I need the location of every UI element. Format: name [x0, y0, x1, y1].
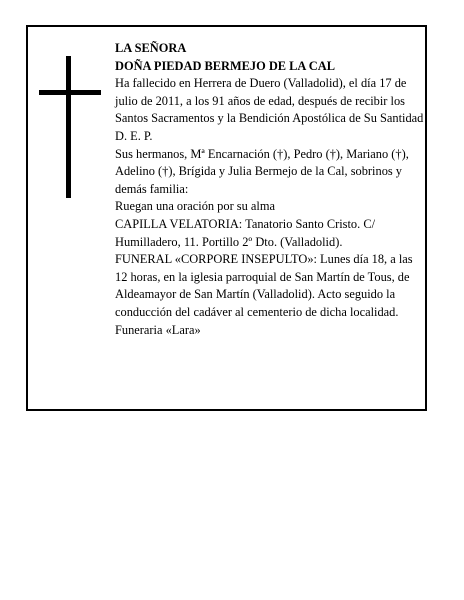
funeral-home: Funeraria «Lara» [115, 322, 201, 337]
dep-line: D. E. P. [115, 128, 153, 143]
notice-text [115, 40, 427, 339]
family-list: Sus hermanos, Mª Encarnación (†), Pedro (†), Mariano (†), Adelino (†), Brígida y Julia Bermejo de la Cal, sobrinos y demás familia: [115, 146, 409, 196]
cross-horizontal-bar [39, 90, 101, 95]
obituary-notice [26, 25, 427, 411]
prayer-request: Ruegan una oración por su alma [115, 199, 275, 214]
funeral-info: FUNERAL «CORPORE INSEPULTO»: Lunes día 18, a las 12 horas, en la iglesia parroquial de San Martín de Tous, de Aldeamayor de San Martín (Valladolid). Acto seguido la conducción del cadáver al cementerio de dicha localidad. [115, 252, 413, 319]
deceased-name: DOÑA PIEDAD BERMEJO DE LA CAL [115, 58, 335, 73]
cross-vertical-bar [66, 56, 71, 198]
cross-icon [39, 56, 101, 198]
honorific: LA SEÑORA [115, 41, 187, 55]
chapel-info: CAPILLA VELATORIA: Tanatorio Santo Cristo. C/ Humilladero, 11. Portillo 2º Dto. (Valladolid). [115, 216, 376, 249]
death-info: Ha fallecido en Herrera de Duero (Valladolid), el día 17 de julio de 2011, a los 91 años de edad, después de recibir los Santos Sacramentos y la Bendición Apostólica de Su Santidad [115, 76, 424, 126]
